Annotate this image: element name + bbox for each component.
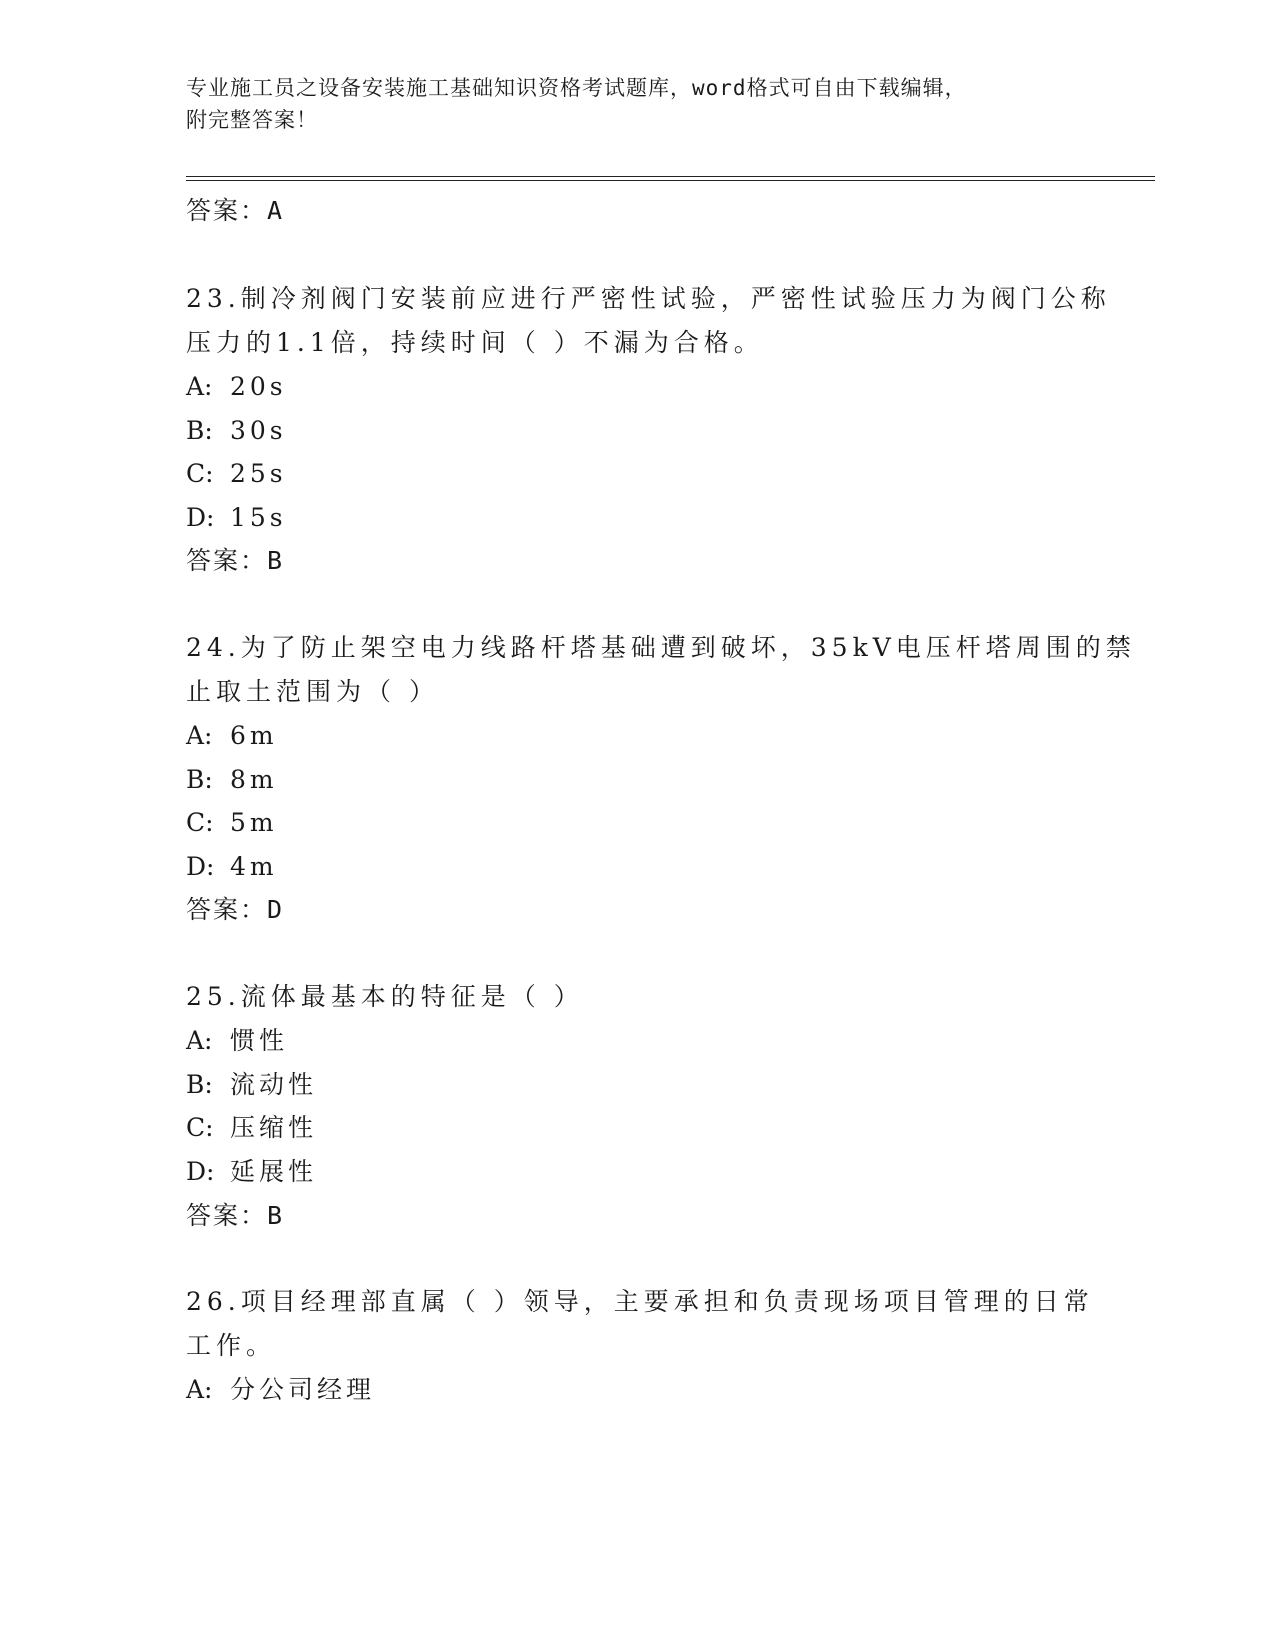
option-text: 4m [230, 852, 278, 881]
answer-value: B [267, 1201, 285, 1230]
option-text: 分公司经理 [230, 1375, 376, 1404]
question-25-option-d [186, 1154, 317, 1190]
option-key: A: [186, 372, 213, 401]
question-25-option-c [186, 1110, 317, 1146]
document-header-line-2: 附完整答案！ [186, 108, 318, 132]
answer-label: 答案： [186, 196, 268, 225]
option-key: C: [186, 459, 214, 488]
option-text: 25s [230, 459, 287, 488]
question-23-option-c [186, 456, 287, 492]
header-divider-top [186, 176, 1155, 177]
question-24-text-line-1: 24.为了防止架空电力线路杆塔基础遭到破坏，35kV电压杆塔周围的禁 [186, 633, 1136, 662]
question-24-option-b [186, 762, 278, 798]
option-key: D: [186, 1157, 215, 1186]
answer-label: 答案： [186, 1201, 268, 1230]
option-key: C: [186, 1113, 214, 1142]
option-text: 15s [230, 503, 287, 532]
option-key: C: [186, 808, 214, 837]
answer-value: B [267, 546, 285, 575]
question-24-answer [186, 892, 284, 928]
header-divider-bottom [186, 180, 1155, 181]
question-23-answer [186, 543, 284, 579]
option-text: 20s [230, 372, 287, 401]
option-key: D: [186, 852, 215, 881]
option-text: 30s [230, 416, 287, 445]
option-key: B: [186, 1070, 213, 1099]
previous-answer [186, 193, 284, 229]
option-key: D: [186, 503, 215, 532]
question-25-text-line-1: 25.流体最基本的特征是（ ） [186, 982, 584, 1011]
question-24-text-line-2: 止取土范围为（ ） [186, 677, 439, 706]
answer-value: A [267, 196, 285, 225]
question-23-option-d [186, 500, 287, 536]
option-text: 6m [230, 721, 278, 750]
question-24-option-a [186, 718, 278, 754]
document-header-line-1: 专业施工员之设备安装施工基础知识资格考试题库，word格式可自由下载编辑， [186, 76, 967, 100]
question-26-text-line-2: 工作。 [186, 1331, 277, 1360]
answer-label: 答案： [186, 895, 268, 924]
option-key: A: [186, 1026, 213, 1055]
answer-value: D [267, 895, 285, 924]
question-26-text-line-1: 26.项目经理部直属（ ）领导，主要承担和负责现场项目管理的日常 [186, 1287, 1094, 1316]
option-text: 延展性 [230, 1157, 318, 1186]
option-text: 压缩性 [230, 1113, 318, 1142]
question-23-option-a [186, 369, 287, 405]
option-key: A: [186, 721, 213, 750]
option-key: B: [186, 765, 213, 794]
question-23-text-line-1: 23.制冷剂阀门安装前应进行严密性试验，严密性试验压力为阀门公称 [186, 284, 1111, 313]
question-25-option-b [186, 1067, 317, 1103]
option-text: 5m [230, 808, 278, 837]
question-23-text-line-2: 压力的1.1倍，持续时间（ ）不漏为合格。 [186, 328, 764, 357]
option-key: B: [186, 416, 213, 445]
option-text: 惯性 [230, 1026, 289, 1055]
option-key: A: [186, 1375, 213, 1404]
question-24-option-d [186, 849, 278, 885]
question-24-option-c [186, 805, 278, 841]
question-23-option-b [186, 413, 287, 449]
option-text: 8m [230, 765, 278, 794]
question-25-option-a [186, 1023, 288, 1059]
answer-label: 答案： [186, 546, 268, 575]
option-text: 流动性 [230, 1070, 318, 1099]
question-26-option-a [186, 1372, 375, 1408]
question-25-answer [186, 1198, 284, 1234]
